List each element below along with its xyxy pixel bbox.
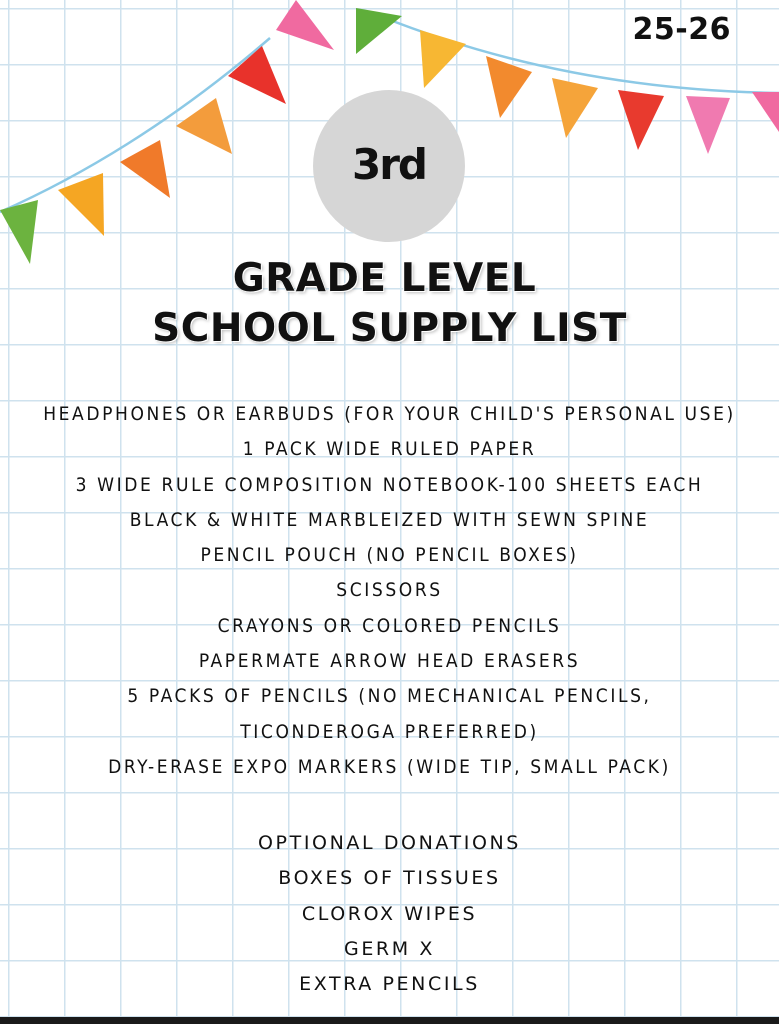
supply-item: BLACK & WHITE MARBLEIZED WITH SEWN SPINE xyxy=(129,508,650,531)
supply-item: HEADPHONES OR EARBUDS (FOR YOUR CHILD'S PERSONAL USE) xyxy=(43,403,736,425)
optional-heading: OPTIONAL DONATIONS xyxy=(258,832,521,854)
optional-item: CLOROX WIPES xyxy=(301,902,478,925)
flag-5 xyxy=(228,46,286,104)
optional-list xyxy=(0,861,779,1002)
flag-13 xyxy=(752,92,779,132)
supply-item: CRAYONS OR COLORED PENCILS xyxy=(217,614,562,637)
supply-item: TICONDEROGA PREFERRED) xyxy=(240,720,539,743)
supply-item: DRY-ERASE EXPO MARKERS (WIDE TIP, SMALL PACK) xyxy=(108,755,671,778)
title-line-2: SCHOOL SUPPLY LIST xyxy=(152,306,627,351)
optional-item: EXTRA PENCILS xyxy=(299,973,480,996)
supply-item: PENCIL POUCH (NO PENCIL BOXES) xyxy=(200,544,579,567)
school-year: 25-26 xyxy=(632,12,731,47)
flag-7 xyxy=(356,8,402,54)
supply-item: 5 PACKS OF PENCILS (NO MECHANICAL PENCILS, xyxy=(127,685,652,708)
flag-12 xyxy=(686,96,730,154)
supply-item: 1 PACK WIDE RULED PAPER xyxy=(242,438,537,461)
flag-11 xyxy=(618,90,664,150)
grade-badge xyxy=(313,90,465,242)
bottom-edge-bar xyxy=(0,1017,779,1024)
optional-item: BOXES OF TISSUES xyxy=(278,867,501,890)
title-line-1: GRADE LEVEL xyxy=(232,256,537,301)
flag-2 xyxy=(58,173,104,236)
supply-item: 3 WIDE RULE COMPOSITION NOTEBOOK-100 SHEETS EACH xyxy=(75,473,704,496)
grade-label: 3rd xyxy=(351,139,426,189)
optional-donations xyxy=(0,826,779,1002)
supply-item: SCISSORS xyxy=(336,579,443,602)
supply-list xyxy=(0,397,779,785)
supply-item: PAPERMATE ARROW HEAD ERASERS xyxy=(198,650,581,673)
flag-8 xyxy=(420,30,466,88)
page-title xyxy=(0,254,779,354)
flag-6 xyxy=(276,0,334,50)
flag-10 xyxy=(552,78,598,138)
optional-item: GERM X xyxy=(344,937,435,960)
flag-9 xyxy=(486,56,532,118)
flag-3 xyxy=(120,140,170,198)
